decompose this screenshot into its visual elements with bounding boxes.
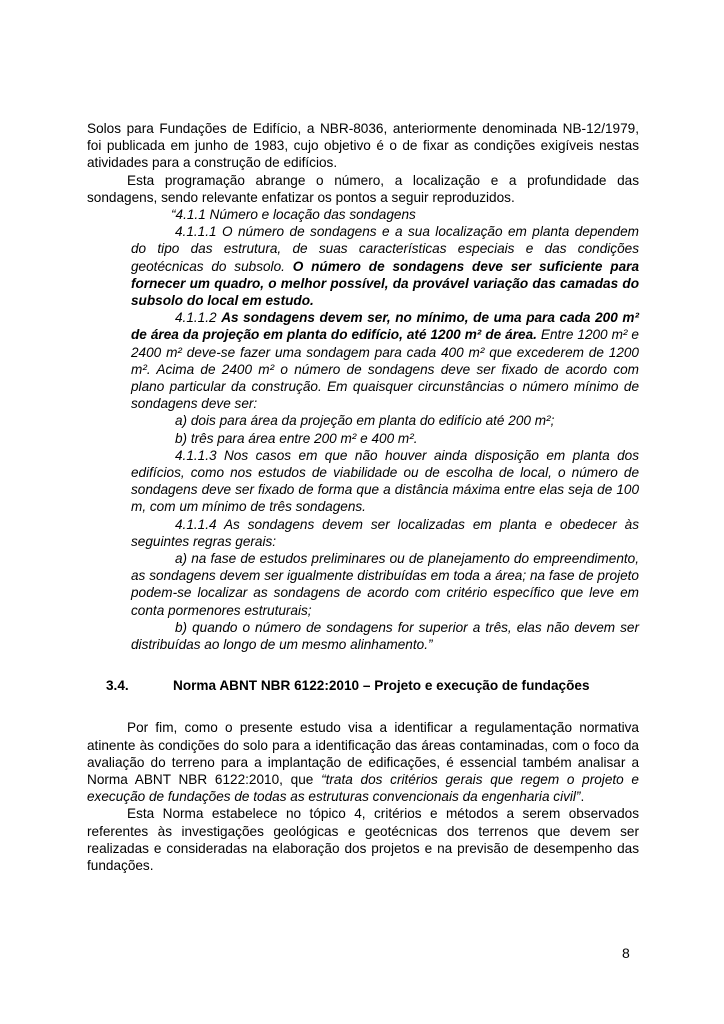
quote-4112-item-a: a) dois para área da projeção em planta do edifício até 200 m²; [175,413,555,429]
por-fim-text: Por fim, como o presente estudo visa a identificar a regulamentação normativa atinente às condições do solo para a identificação das áreas contaminadas, com o foco da avaliação do terreno para a implantação de edificações, é essencial também analisar a Norma ABNT NBR 6122:2010, que [87,720,639,787]
quote-item-4113: 4.1.1.3 Nos casos em que não houver ainda disposição em planta dos edifícios, como nos estudos de viabilidade ou de escolha de local, o número de sondagens deve ser fixado de forma que a distância máxima entre elas seja de 100 m, com um mínimo de três sondagens. [131,447,639,515]
page-body [87,120,639,874]
quote-item-4114: 4.1.1.4 As sondagens devem ser localizadas em planta e obedecer às seguintes regras gerais: [131,516,639,549]
quote-4114-item-a: a) na fase de estudos preliminares ou de planejamento do empreendimento, as sondagens devem ser igualmente distribuídas em toda a área; na fase de projeto podem-se localizar as sondagens de acordo com critério específico que leve em conta pormenores estruturais; [131,551,639,618]
page-number: 8 [622,945,630,961]
section-title: Norma ABNT NBR 6122:2010 – Projeto e execução de fundações [173,678,590,694]
quote-heading: “4.1.1 Número e locação das sondagens [171,207,416,223]
quote-4111-text: 4.1.1.1 O número de sondagens e a sua localização em planta dependem do tipo das estrutura, de suas características especiais e das condições geotécnicas do subsolo. [131,224,639,274]
paragraph-intro: Solos para Fundações de Edifício, a NBR-8036, anteriormente denominada NB-12/1979, foi publicada em junho de 1983, cujo objetivo é o de fixar as condições exigíveis nestas atividades para a construção de edifícios. [87,121,639,171]
paragraph-por-fim [87,719,639,805]
quote-4112-bold: As sondagens devem ser, no mínimo, de uma para cada 200 m² de área da projeção em planta do edifício, até 1200 m² de área. [131,310,639,343]
paragraph-programacao: Esta programação abrange o número, a localização e a profundidade das sondagens, sendo relevante enfatizar os pontos a seguir reproduzidos. [87,172,639,205]
por-fim-end: . [580,789,585,805]
quote-4112-item-b: b) três para área entre 200 m² e 400 m². [175,430,418,446]
quote-item-4112 [131,309,639,412]
quote-4112-num: 4.1.1.2 [175,310,222,326]
section-number: 3.4. [106,678,129,694]
paragraph-norma: Esta Norma estabelece no tópico 4, critérios e métodos a serem observados referentes às investigações geológicas e geotécnicas dos terrenos que devem ser realizadas e consideradas na elaboração dos projetos e na previsão de desempenho das fundações. [87,806,639,873]
quote-4112-text: Entre 1200 m² e 2400 m² deve-se fazer uma sondagem para cada 400 m² que excederem de 1200 m². Acima de 2400 m² o número de sondagens deve ser fixado de acordo com plano particular da construção. Em quaisquer circunstâncias o número mínimo de sondagens deve ser: [131,327,639,412]
section-heading [87,677,639,695]
por-fim-citation: “trata dos critérios gerais que regem o projeto e execução de fundações de todas as estruturas convencionais da engenharia civil” [87,771,639,805]
quote-item-4111 [131,223,639,309]
quote-4111-bold: O número de sondagens deve ser suficiente para fornecer um quadro, o melhor possível, da provável variação das camadas do subsolo do local em estudo. [131,258,639,309]
quote-4114-item-b: b) quando o número de sondagens for superior a três, elas não devem ser distribuídas ao longo de um mesmo alinhamento.” [131,619,639,653]
